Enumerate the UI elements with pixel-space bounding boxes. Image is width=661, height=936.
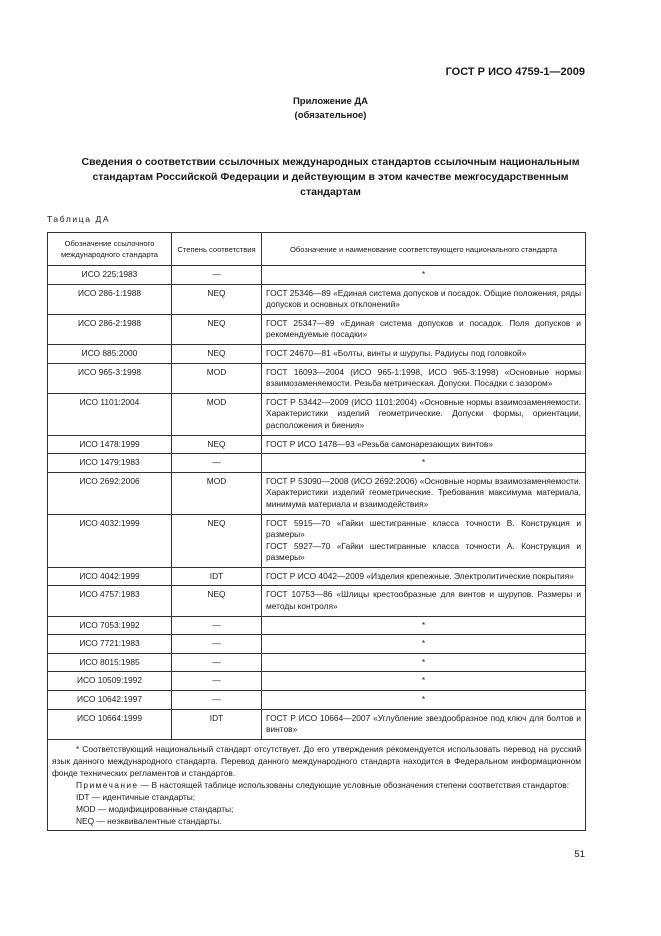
conformity-degree-cell: IDT xyxy=(172,709,262,739)
table-row xyxy=(48,454,586,473)
conformity-degree-cell: — xyxy=(172,635,262,654)
table-row xyxy=(48,284,586,314)
conformity-degree-cell: NEQ xyxy=(172,314,262,344)
national-standard-text: ГОСТ 24670—81 «Болты, винты и шурупы. Радиусы под головкой» xyxy=(266,347,527,358)
note-label: Примечание xyxy=(76,779,139,790)
conformity-degree-cell: NEQ xyxy=(172,344,262,363)
legend-item: MOD — модифицированные стандарты; xyxy=(76,803,234,814)
table-row xyxy=(48,567,586,586)
table-row xyxy=(48,393,586,435)
national-standard-cell xyxy=(262,266,586,285)
international-standard-cell: ИСО 8015:1985 xyxy=(48,653,172,672)
national-standard-text: * xyxy=(421,675,426,686)
national-standard-cell xyxy=(262,635,586,654)
table-row xyxy=(48,709,586,739)
international-standard-cell: ИСО 286-1:1988 xyxy=(48,284,172,314)
table-row xyxy=(48,514,586,567)
table-row xyxy=(48,691,586,710)
national-standard-cell xyxy=(262,454,586,473)
national-standard-cell xyxy=(262,435,586,454)
conformity-degree-cell: — xyxy=(172,266,262,285)
national-standard-text: ГОСТ 25346—89 «Единая система допусков и посадок. Общие положения, ряды допусков и основных отклонений» xyxy=(266,287,581,310)
legend-item: IDT — идентичные стандарты; xyxy=(76,791,196,802)
international-standard-cell: ИСО 286-2:1988 xyxy=(48,314,172,344)
national-standard-cell xyxy=(262,393,586,435)
table-row xyxy=(48,266,586,285)
national-standard-text: ГОСТ 5927—70 «Гайки шестигранные класса точности А. Конструкция и размеры» xyxy=(266,540,581,563)
international-standard-cell: ИСО 885:2000 xyxy=(48,344,172,363)
national-standard-cell xyxy=(262,344,586,363)
table-label: Таблица ДА xyxy=(47,214,111,224)
national-standard-text: ГОСТ Р 53442—2009 (ИСО 1101:2004) «Основные нормы взаимозаменяемости. Характеристики изделий геометрические. Допуски формы, ориентации, расположения и биения» xyxy=(266,396,581,430)
national-standard-cell xyxy=(262,514,586,567)
column-header: Обозначение и наименование соответствующего национального стандарта xyxy=(262,233,586,266)
table-notes xyxy=(48,739,586,830)
conformity-degree-cell: MOD xyxy=(172,393,262,435)
table-header-row xyxy=(48,233,586,266)
legend-item: NEQ — неэквивалентные стандарты. xyxy=(76,815,222,826)
table-row xyxy=(48,653,586,672)
national-standard-cell xyxy=(262,314,586,344)
international-standard-cell: ИСО 1478:1999 xyxy=(48,435,172,454)
table-row xyxy=(48,672,586,691)
international-standard-cell: ИСО 4757:1983 xyxy=(48,586,172,616)
table-row xyxy=(48,472,586,514)
international-standard-cell: ИСО 4042:1999 xyxy=(48,567,172,586)
national-standard-cell xyxy=(262,672,586,691)
national-standard-text: ГОСТ 10753—86 «Шлицы крестообразные для винтов и шурупов. Размеры и методы контроля» xyxy=(266,589,581,612)
national-standard-text: ГОСТ Р ИСО 10664—2007 «Углубление звездообразное под ключ для болтов и винтов» xyxy=(266,712,581,735)
national-standard-text: ГОСТ 16093—2004 (ИСО 965-1:1998, ИСО 965-3:1998) «Основные нормы взаимозаменяемости. Резьба метрическая. Допуски. Посадки с зазором» xyxy=(266,366,581,389)
national-standard-cell xyxy=(262,616,586,635)
international-standard-cell: ИСО 7721:1983 xyxy=(48,635,172,654)
international-standard-cell: ИСО 2692:2006 xyxy=(48,472,172,514)
national-standard-cell xyxy=(262,709,586,739)
conformity-degree-cell: IDT xyxy=(172,567,262,586)
international-standard-cell: ИСО 10664:1999 xyxy=(48,709,172,739)
conformity-degree-cell: — xyxy=(172,691,262,710)
table-row xyxy=(48,363,586,393)
international-standard-cell: ИСО 1101:2004 xyxy=(48,393,172,435)
conformity-degree-cell: — xyxy=(172,454,262,473)
annex-title-block xyxy=(0,95,661,123)
table-row xyxy=(48,435,586,454)
table-row xyxy=(48,616,586,635)
table-notes-row xyxy=(48,739,586,830)
national-standard-cell xyxy=(262,653,586,672)
international-standard-cell: ИСО 10642:1997 xyxy=(48,691,172,710)
table-row xyxy=(48,586,586,616)
conformity-degree-cell: — xyxy=(172,616,262,635)
note-text: — В настоящей таблице использованы следующие условные обозначения степени соответствия стандартов: xyxy=(138,779,570,790)
national-standard-cell xyxy=(262,691,586,710)
standards-table xyxy=(47,232,586,831)
conformity-degree-cell: — xyxy=(172,653,262,672)
national-standard-text: ГОСТ 5915—70 «Гайки шестигранные класса точности В. Конструкция и размеры» xyxy=(266,517,581,540)
conformity-degree-cell: MOD xyxy=(172,472,262,514)
international-standard-cell: ИСО 965-3:1998 xyxy=(48,363,172,393)
column-header: Обозначение ссылочного международного стандарта xyxy=(48,233,172,266)
national-standard-cell xyxy=(262,363,586,393)
table-row xyxy=(48,344,586,363)
conformity-degree-cell: NEQ xyxy=(172,514,262,567)
international-standard-cell: ИСО 7053:1992 xyxy=(48,616,172,635)
table-row xyxy=(48,314,586,344)
national-standard-cell xyxy=(262,472,586,514)
national-standard-text: ГОСТ Р ИСО 4042—2009 «Изделия крепежные. Электролитические покрытия» xyxy=(266,570,574,581)
annex-title: Приложение ДА xyxy=(292,96,369,107)
international-standard-cell: ИСО 4032:1999 xyxy=(48,514,172,567)
national-standard-text: * xyxy=(421,638,426,649)
conformity-degree-cell: NEQ xyxy=(172,435,262,454)
national-standard-text: ГОСТ Р 53090—2008 (ИСО 2692:2006) «Основные нормы взаимозаменяемости. Характеристики изделий геометрические. Требования максимума материала, минимума материала и взаимодействия» xyxy=(266,475,581,509)
national-standard-text: * xyxy=(421,457,426,468)
national-standard-text: * xyxy=(421,619,426,630)
annex-subtitle: (обязательное) xyxy=(294,110,367,121)
note xyxy=(52,779,581,791)
conformity-degree-cell: — xyxy=(172,672,262,691)
national-standard-text: ГОСТ 25347—89 «Единая система допусков и посадок. Поля допусков и рекомендуемые посадки» xyxy=(266,317,581,340)
national-standard-text: ГОСТ Р ИСО 1478—93 «Резьба самонарезающих винтов» xyxy=(266,438,494,449)
national-standard-text: * xyxy=(421,656,426,667)
national-standard-text: * xyxy=(421,269,426,279)
conformity-degree-cell: NEQ xyxy=(172,586,262,616)
document-id: ГОСТ Р ИСО 4759-1—2009 xyxy=(445,66,585,78)
international-standard-cell: ИСО 10509:1992 xyxy=(48,672,172,691)
national-standard-text: * xyxy=(421,694,426,705)
page-number: 51 xyxy=(574,849,585,860)
conformity-degree-cell: NEQ xyxy=(172,284,262,314)
national-standard-cell xyxy=(262,284,586,314)
international-standard-cell: ИСО 1479:1983 xyxy=(48,454,172,473)
footnote: * Соответствующий национальный стандарт отсутствует. До его утверждения рекомендуется использовать перевод на русский язык данного международного стандарта. Перевод данного международного стандарта находится в Федеральном информационном фонде технических регламентов и стандартов. xyxy=(52,743,581,778)
table-row xyxy=(48,635,586,654)
national-standard-cell xyxy=(262,567,586,586)
table-body xyxy=(48,266,586,740)
section-heading: Сведения о соответствии ссылочных международных стандартов ссылочным национальным стандартам Российской Федерации и действующим в этом качестве межгосударственным стандартам xyxy=(81,156,580,198)
international-standard-cell: ИСО 225:1983 xyxy=(48,266,172,285)
national-standard-cell xyxy=(262,586,586,616)
conformity-degree-cell: MOD xyxy=(172,363,262,393)
column-header: Степень соответствия xyxy=(172,233,262,266)
